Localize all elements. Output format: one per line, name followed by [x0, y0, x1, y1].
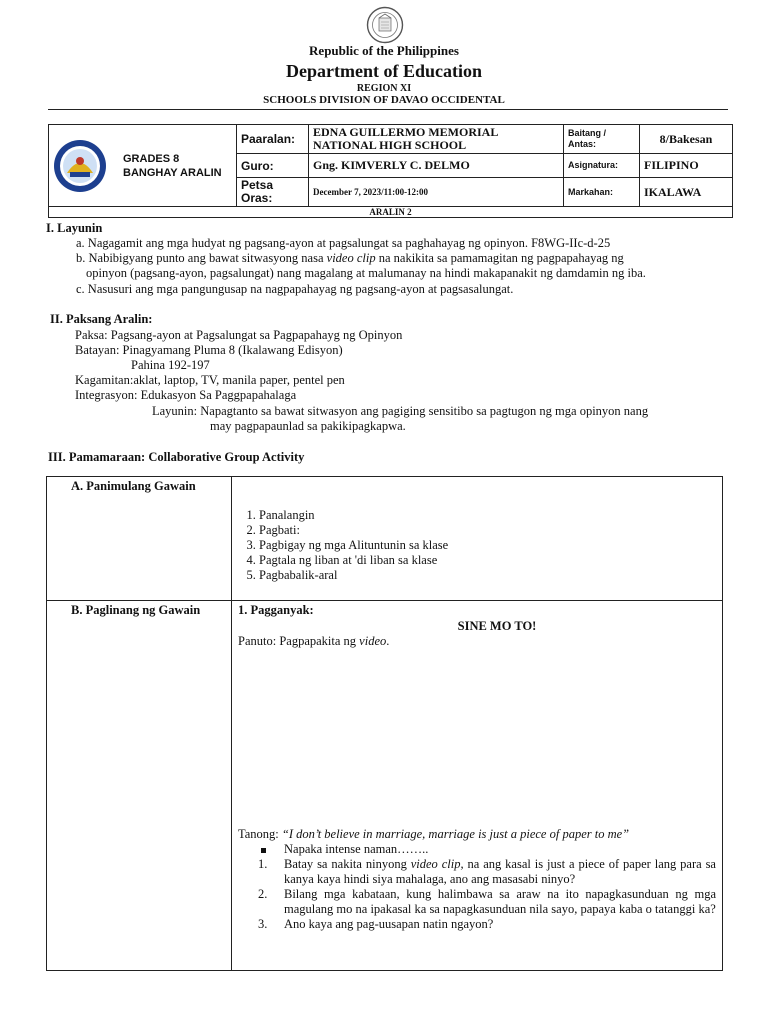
- question-number: 3.: [258, 917, 268, 931]
- list-item: 4. Pagtala ng liban at 'di liban sa klase: [259, 553, 721, 568]
- markahan-label: Markahan:: [564, 178, 640, 207]
- guro-label: Guro:: [237, 154, 309, 178]
- school-info-cell: [49, 125, 237, 207]
- layunin-a: a. Nagagamit ang mga hudyat ng pagsang-ayon at pagsalungat sa paghahayag ng opinyon. F8WG-IIc-d-25: [76, 236, 611, 250]
- question-number: 1.: [258, 857, 268, 871]
- bullet-square-icon: [258, 842, 266, 857]
- panimulang-list: [233, 508, 721, 583]
- layunin-heading: I. Layunin: [46, 221, 103, 235]
- paaralan-value: [309, 125, 564, 154]
- q3-text: Ano kaya ang pag-uusapan natin ngayon?: [284, 917, 494, 931]
- list-item: 5. Pagbabalik-aral: [259, 568, 721, 583]
- deped-seal-icon: [366, 6, 404, 44]
- header-department: Department of Education: [286, 61, 482, 81]
- tanong-quote: “I don’t believe in marriage, marriage is just a piece of paper to me”: [281, 827, 630, 841]
- integrasyon-line: Integrasyon: Edukasyon Sa Paggpapahalaga: [75, 388, 297, 402]
- school-logo-icon: [53, 139, 107, 193]
- petsa-label-2: Oras:: [241, 191, 273, 205]
- pamamaraan-heading: III. Pamamaraan: Collaborative Group Activity: [48, 450, 305, 464]
- panuto-line: [238, 634, 716, 649]
- bullet-text: Napaka intense naman……..: [284, 842, 429, 856]
- panuto-pre: Panuto: Pagpapakita ng: [238, 634, 360, 648]
- guro-value: Gng. KIMVERLY C. DELMO: [309, 154, 564, 178]
- question-number: 2.: [258, 887, 268, 901]
- layunin-b-video-clip: video clip: [326, 251, 376, 265]
- tanong-line: [238, 827, 716, 842]
- q1-pre: Batay sa nakita ninyong: [284, 857, 411, 871]
- panuto-video: video: [359, 634, 387, 648]
- petsa-label: [237, 178, 309, 207]
- layunin-b-line2: opinyon (pagsang-ayon, pagsalungat) nang magalang at malumanay na hindi makapanakit ng damdamin ng iba.: [86, 266, 646, 280]
- paksa-line: Paksa: Pagsang-ayon at Pagsalungat sa Pagpapahayg ng Opinyon: [75, 328, 403, 342]
- q2-text: Bilang mga kabataan, kung halimbawa sa araw na ito napagkasunduan ng mga magulang mo na ipakasal ka sa napagkasunduan nila sayo, papaya kaba o tatanggi ka?: [284, 887, 716, 916]
- question-item: [238, 857, 716, 887]
- header-region: REGION XI: [356, 83, 412, 94]
- baitang-label-2: Antas:: [568, 139, 597, 149]
- panimulang-gawain-label: A. Panimulang Gawain: [47, 477, 232, 601]
- banghay-aralin-label: BANGHAY ARALIN: [123, 166, 222, 179]
- question-item: [238, 917, 716, 932]
- question-item: [238, 887, 716, 917]
- lesson-info-table: [48, 124, 733, 218]
- layunin-b-pre: b. Nabibigyang punto ang bawat sitwasyong nasa: [76, 251, 327, 265]
- video-space: [238, 649, 716, 827]
- layunin-b-post: na nakikita sa pamamagitan ng pagpapahayag ng: [375, 251, 624, 265]
- layunin-b: [76, 251, 624, 266]
- sine-mo-to-title: SINE MO TO!: [457, 619, 537, 633]
- kagamitan-line: Kagamitan:aklat, laptop, TV, manila paper, pentel pen: [75, 373, 345, 387]
- pamamaraan-table: [46, 476, 723, 971]
- paaralan-label: Paaralan:: [237, 125, 309, 154]
- baitang-value: 8/Bakesan: [640, 125, 733, 154]
- grades-label: GRADES 8: [123, 152, 180, 165]
- list-item: 1. Panalangin: [259, 508, 721, 523]
- q1-video-clip: video clip,: [410, 857, 464, 871]
- baitang-label-1: Baitang /: [568, 128, 607, 138]
- header-divider: [48, 109, 728, 110]
- paglinang-gawain-content: [232, 601, 723, 971]
- pagganyak-label: 1. Pagganyak:: [238, 603, 314, 617]
- layunin-c: c. Nasusuri ang mga pangungusap na nagpapahayag ng pagsang-ayon at pagsasalungat.: [76, 282, 514, 296]
- baitang-label: [564, 125, 640, 154]
- petsa-label-1: Petsa: [241, 178, 274, 192]
- paksang-layunin-line1: Layunin: Napagtanto sa bawat sitwasyon ang pagiging sensitibo sa pagtugon ng mga opinyon nang: [152, 404, 649, 418]
- paglinang-gawain-label: B. Paglinang ng Gawain: [47, 601, 232, 971]
- tanong-list: [238, 842, 716, 932]
- header-republic: Republic of the Philippines: [309, 43, 459, 58]
- paksang-layunin-line2: may pagpapaunlad sa pakikipagkapwa.: [210, 419, 406, 433]
- asignatura-value: FILIPINO: [640, 154, 733, 178]
- batayan-line: Batayan: Pinagyamang Pluma 8 (Ikalawang Edisyon): [75, 343, 343, 357]
- petsa-value: December 7, 2023/11:00-12:00: [309, 178, 564, 207]
- q1-post: na ang kasal is just a piece of paper lang para sa kanya kaya hindi siya mahalaga, ano ang masasabi ninyo?: [284, 857, 716, 886]
- panimulang-gawain-content: [232, 477, 723, 601]
- paaralan-line-2: NATIONAL HIGH SCHOOL: [313, 138, 467, 152]
- header-division: SCHOOLS DIVISION OF DAVAO OCCIDENTAL: [263, 94, 505, 106]
- paaralan-line-1: EDNA GUILLERMO MEMORIAL: [313, 125, 499, 139]
- panuto-post: .: [386, 634, 390, 648]
- tanong-label: Tanong:: [238, 827, 282, 841]
- list-item: 2. Pagbati:: [259, 523, 721, 538]
- markahan-value: IKALAWA: [640, 178, 733, 207]
- pahina-line: Pahina 192-197: [131, 358, 210, 372]
- bullet-item: [238, 842, 716, 857]
- asignatura-label: Asignatura:: [564, 154, 640, 178]
- aralin-label: ARALIN 2: [49, 207, 733, 218]
- list-item: 3. Pagbigay ng mga Alituntunin sa klase: [259, 538, 721, 553]
- paksang-heading: II. Paksang Aralin:: [50, 312, 153, 326]
